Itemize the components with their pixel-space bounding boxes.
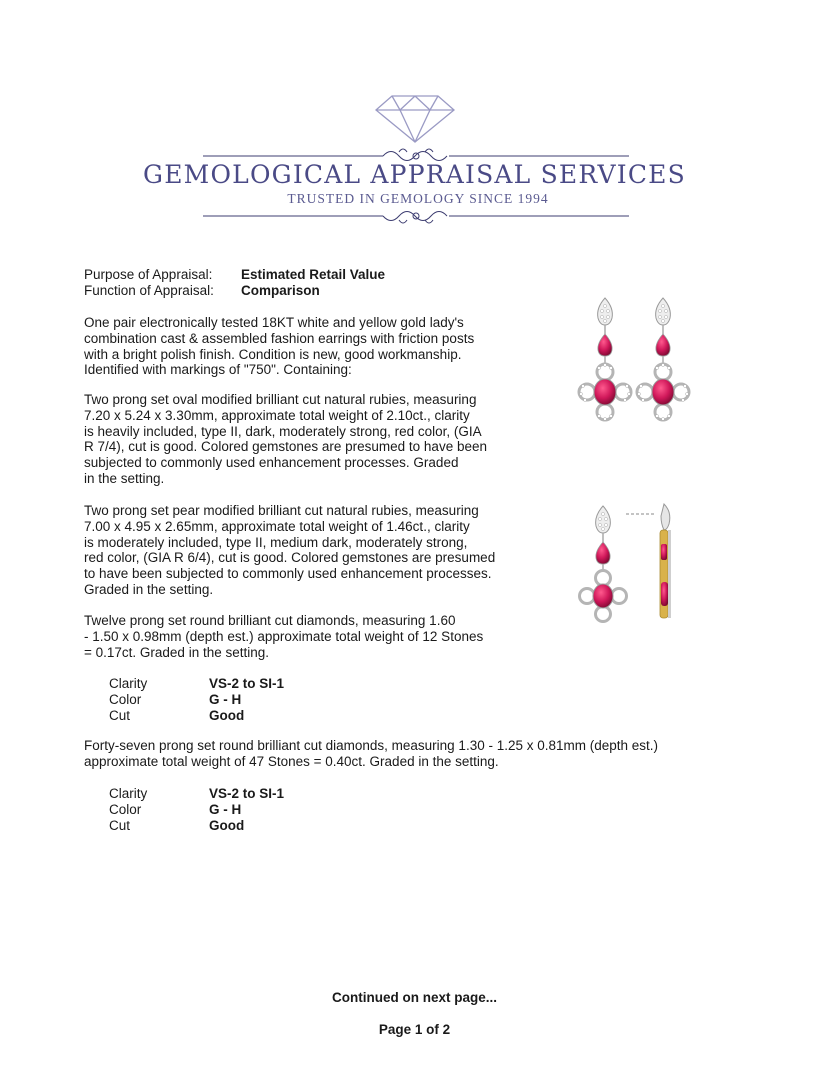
function-label: Function of Appraisal:	[84, 283, 214, 298]
company-tagline: TRUSTED IN GEMOLOGY SINCE 1994	[287, 191, 549, 206]
purpose-label: Purpose of Appraisal:	[84, 267, 213, 282]
function-value: Comparison	[241, 283, 320, 298]
color-label: Color	[109, 692, 142, 707]
clarity-label: Clarity	[109, 786, 148, 801]
ornament-divider-bottom	[203, 205, 629, 229]
earrings-front-photo	[575, 292, 695, 422]
clarity-label: Clarity	[109, 676, 148, 691]
color-label: Color	[109, 802, 142, 817]
diamond-icon	[370, 92, 460, 144]
clarity-value: VS-2 to SI-1	[209, 676, 285, 691]
grading-12-labels	[109, 676, 147, 724]
grading-47-values	[209, 786, 284, 834]
diamonds-12-paragraph: Twelve prong set round brilliant cut diamonds, measuring 1.60 - 1.50 x 0.98mm (depth est.) approximate total weight of 12 Stones = 0.17ct. Graded in the setting.	[84, 613, 484, 660]
grading-12-values	[209, 676, 284, 724]
continued-note: Continued on next page...	[332, 990, 497, 1005]
purpose-value: Estimated Retail Value	[241, 267, 386, 282]
company-name: GEMOLOGICAL APPRAISAL SERVICES	[143, 160, 686, 189]
pear-rubies-paragraph: Two prong set pear modified brilliant cut natural rubies, measuring 7.00 x 4.95 x 2.65mm, approximate total weight of 1.46ct., clarity is moderately included, type II, medium dark, moderately strong, red color, (GIA R 6/4), cut is good. Colored gemstones are presumed to have been subjected to commonly used enhancement processes. Graded in the setting.	[84, 503, 496, 597]
grading-47-labels	[109, 786, 147, 834]
color-value: G - H	[209, 692, 242, 707]
cut-value: Good	[209, 708, 245, 723]
diamonds-47-paragraph: Forty-seven prong set round brilliant cut diamonds, measuring 1.30 - 1.25 x 0.81mm (depth est.) approximate total weight of 47 Stones = 0.40ct. Graded in the setting.	[84, 738, 659, 769]
intro-paragraph: One pair electronically tested 18KT white and yellow gold lady's combination cast & assembled fashion earrings with friction posts with a bright polish finish. Condition is new, good workmanship. Identified with markings of "750". Containing:	[84, 315, 475, 378]
page-number: Page 1 of 2	[378, 1022, 451, 1037]
cut-label: Cut	[109, 818, 131, 833]
cut-label: Cut	[109, 708, 131, 723]
clarity-value: VS-2 to SI-1	[209, 786, 285, 801]
oval-rubies-paragraph: Two prong set oval modified brilliant cut natural rubies, measuring 7.20 x 5.24 x 3.30mm, approximate total weight of 2.10ct., clarity is heavily included, type II, dark, moderately strong, red color, (GIA R 7/4), cut is good. Colored gemstones are presumed to have been subjected to commonly used enhancement processes. Graded in the setting.	[84, 392, 487, 486]
color-value: G - H	[209, 802, 242, 817]
earrings-side-photo	[578, 500, 690, 625]
cut-value: Good	[209, 818, 245, 833]
